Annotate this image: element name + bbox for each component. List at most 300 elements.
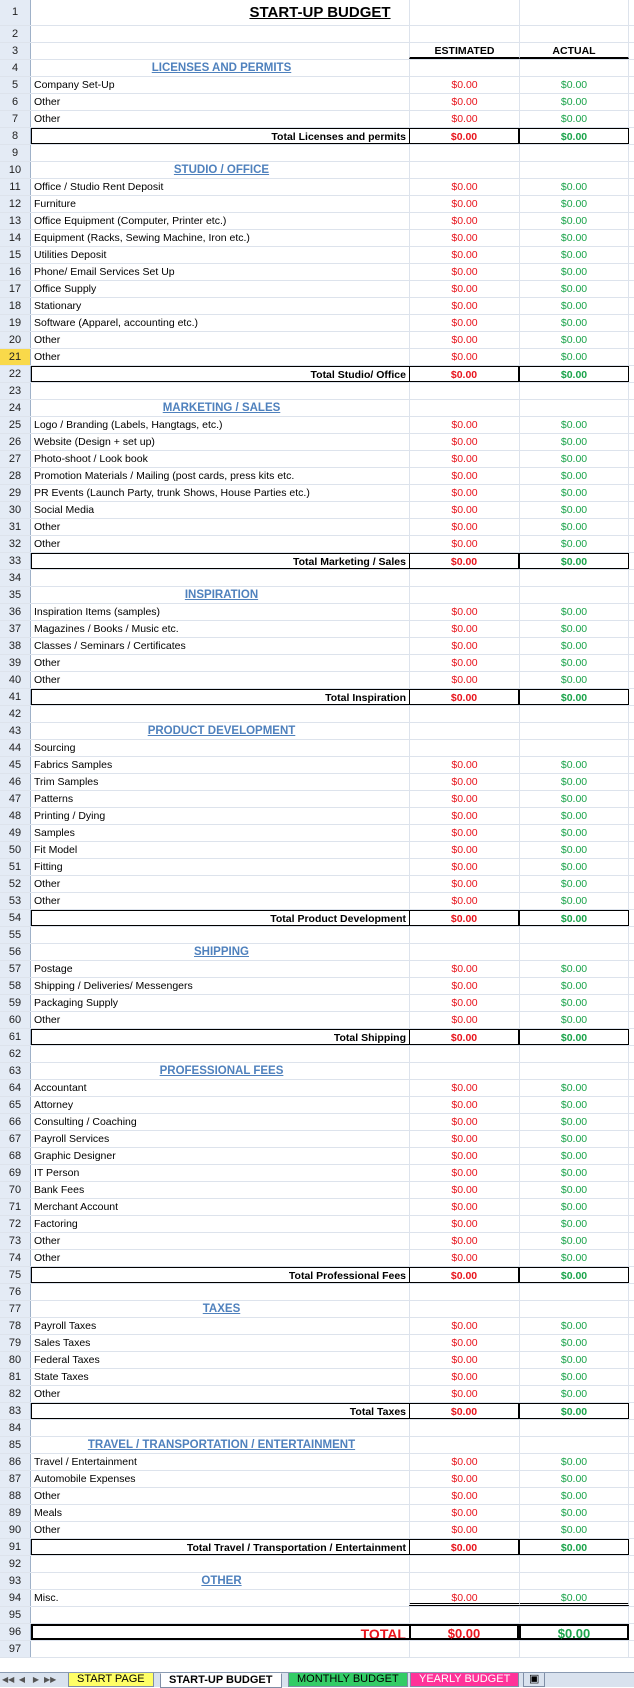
cell-label[interactable]: Payroll Taxes xyxy=(34,1320,97,1332)
section-title[interactable]: PRODUCT DEVELOPMENT xyxy=(147,725,296,737)
cell-label[interactable]: Magazines / Books / Music etc. xyxy=(34,623,179,635)
cell-label[interactable]: Patterns xyxy=(34,793,74,805)
estimated-cell[interactable] xyxy=(409,26,519,42)
row-header[interactable]: 42 xyxy=(0,706,31,722)
cell-label[interactable] xyxy=(31,1284,409,1300)
estimated-cell[interactable]: $0.00 xyxy=(409,77,519,93)
row-header[interactable]: 90 xyxy=(0,1522,31,1538)
row-header[interactable]: 73 xyxy=(0,1233,31,1249)
row-header[interactable]: 55 xyxy=(0,927,31,943)
cell-label[interactable]: Automobile Expenses xyxy=(34,1473,136,1485)
estimated-cell[interactable] xyxy=(409,1046,519,1062)
first-sheet-icon[interactable]: ◀◀ xyxy=(2,1675,15,1684)
estimated-cell[interactable]: $0.00 xyxy=(409,1352,519,1368)
cell-label[interactable]: Other xyxy=(34,1235,61,1247)
tab-start-page[interactable]: START PAGE xyxy=(68,1673,154,1687)
cell-label[interactable]: State Taxes xyxy=(34,1371,89,1383)
estimated-cell[interactable]: $0.00 xyxy=(409,910,519,926)
estimated-cell[interactable]: $0.00 xyxy=(409,1505,519,1521)
actual-cell[interactable]: $0.00 xyxy=(519,1233,629,1249)
estimated-cell[interactable]: $0.00 xyxy=(409,230,519,246)
actual-cell[interactable]: $0.00 xyxy=(519,1114,629,1130)
actual-cell[interactable]: $0.00 xyxy=(519,213,629,229)
row-header[interactable]: 85 xyxy=(0,1437,31,1453)
actual-cell[interactable]: $0.00 xyxy=(519,315,629,331)
actual-cell[interactable]: $0.00 xyxy=(519,672,629,688)
estimated-cell[interactable]: $0.00 xyxy=(409,1335,519,1351)
row-header[interactable]: 22 xyxy=(0,366,31,382)
next-sheet-icon[interactable]: ▶ xyxy=(32,1675,40,1684)
actual-cell[interactable]: $0.00 xyxy=(519,349,629,365)
row-header[interactable]: 8 xyxy=(0,128,31,144)
row-header[interactable]: 78 xyxy=(0,1318,31,1334)
estimated-cell[interactable]: $0.00 xyxy=(409,1012,519,1028)
cell-label[interactable]: Other xyxy=(34,878,61,890)
actual-cell[interactable]: $0.00 xyxy=(519,808,629,824)
estimated-cell[interactable]: $0.00 xyxy=(409,961,519,977)
row-header[interactable]: 3 xyxy=(0,43,31,59)
section-title[interactable]: TAXES xyxy=(202,1303,241,1315)
actual-cell[interactable]: $0.00 xyxy=(519,876,629,892)
estimated-cell[interactable]: $0.00 xyxy=(409,1233,519,1249)
estimated-cell[interactable]: $0.00 xyxy=(409,1216,519,1232)
row-header[interactable]: 10 xyxy=(0,162,31,178)
cell-label[interactable]: Furniture xyxy=(34,198,77,210)
actual-cell[interactable]: $0.00 xyxy=(519,94,629,110)
row-header[interactable]: 35 xyxy=(0,587,31,603)
cell-label[interactable] xyxy=(31,927,409,943)
row-header[interactable]: 69 xyxy=(0,1165,31,1181)
row-header[interactable]: 71 xyxy=(0,1199,31,1215)
estimated-cell[interactable]: $0.00 xyxy=(409,553,519,569)
cell-label[interactable] xyxy=(31,26,409,42)
estimated-cell[interactable]: $0.00 xyxy=(409,1522,519,1538)
actual-cell[interactable]: $0.00 xyxy=(519,1131,629,1147)
section-title[interactable]: TRAVEL / TRANSPORTATION / ENTERTAINMENT xyxy=(87,1439,356,1451)
section-title[interactable]: STUDIO / OFFICE xyxy=(173,164,270,176)
row-header[interactable]: 5 xyxy=(0,77,31,93)
actual-cell[interactable] xyxy=(519,1063,629,1079)
estimated-cell[interactable] xyxy=(409,927,519,943)
row-header[interactable]: 65 xyxy=(0,1097,31,1113)
actual-cell[interactable] xyxy=(519,400,629,416)
row-header[interactable]: 58 xyxy=(0,978,31,994)
cell-label[interactable]: Equipment (Racks, Sewing Machine, Iron etc.) xyxy=(34,232,250,244)
actual-cell[interactable]: $0.00 xyxy=(519,1148,629,1164)
estimated-cell[interactable]: $0.00 xyxy=(409,94,519,110)
cell-label[interactable]: Total Professional Fees xyxy=(31,1267,409,1283)
actual-cell[interactable]: $0.00 xyxy=(519,1250,629,1266)
row-header[interactable]: 46 xyxy=(0,774,31,790)
actual-cell[interactable] xyxy=(519,740,629,756)
estimated-cell[interactable] xyxy=(409,944,519,960)
estimated-cell[interactable]: $0.00 xyxy=(409,604,519,620)
cell-label[interactable]: Consulting / Coaching xyxy=(34,1116,137,1128)
row-header[interactable]: 33 xyxy=(0,553,31,569)
cell-label[interactable]: Other xyxy=(34,1252,61,1264)
actual-cell[interactable]: $0.00 xyxy=(519,553,629,569)
estimated-cell[interactable]: $0.00 xyxy=(409,332,519,348)
cell-label[interactable]: Payroll Services xyxy=(34,1133,110,1145)
cell-label[interactable]: Total Taxes xyxy=(31,1403,409,1419)
actual-cell[interactable] xyxy=(519,1437,629,1453)
estimated-cell[interactable] xyxy=(409,1420,519,1436)
row-header[interactable]: 9 xyxy=(0,145,31,161)
cell-label[interactable] xyxy=(31,145,409,161)
row-header[interactable]: 34 xyxy=(0,570,31,586)
actual-cell[interactable] xyxy=(519,1301,629,1317)
estimated-cell[interactable]: $0.00 xyxy=(409,417,519,433)
estimated-cell[interactable]: $0.00 xyxy=(409,995,519,1011)
cell-label[interactable]: Other xyxy=(34,1014,61,1026)
cell-label[interactable]: Factoring xyxy=(34,1218,78,1230)
estimated-cell[interactable]: $0.00 xyxy=(409,1114,519,1130)
row-header[interactable]: 83 xyxy=(0,1403,31,1419)
estimated-cell[interactable]: $0.00 xyxy=(409,366,519,382)
estimated-cell[interactable]: $0.00 xyxy=(409,1199,519,1215)
row-header[interactable]: 19 xyxy=(0,315,31,331)
actual-cell[interactable] xyxy=(519,145,629,161)
cell-label[interactable] xyxy=(31,1420,409,1436)
row-header[interactable]: 27 xyxy=(0,451,31,467)
cell-label[interactable]: Total Inspiration xyxy=(31,689,409,705)
estimated-cell[interactable]: $0.00 xyxy=(409,536,519,552)
estimated-cell[interactable]: $0.00 xyxy=(409,1386,519,1402)
estimated-cell[interactable] xyxy=(409,1301,519,1317)
row-header[interactable]: 64 xyxy=(0,1080,31,1096)
estimated-column-header[interactable]: ESTIMATED xyxy=(409,43,519,59)
actual-cell[interactable] xyxy=(519,587,629,603)
row-header[interactable]: 91 xyxy=(0,1539,31,1555)
actual-cell[interactable] xyxy=(519,927,629,943)
cell-label[interactable]: Attorney xyxy=(34,1099,74,1111)
estimated-cell[interactable]: $0.00 xyxy=(409,502,519,518)
estimated-cell[interactable]: $0.00 xyxy=(409,111,519,127)
actual-cell[interactable]: $0.00 xyxy=(519,655,629,671)
cell-label[interactable]: Other xyxy=(34,1490,61,1502)
cell-label[interactable]: Other xyxy=(34,674,61,686)
estimated-cell[interactable]: $0.00 xyxy=(409,1471,519,1487)
cell-label[interactable]: Social Media xyxy=(34,504,95,516)
cell-label[interactable]: Shipping / Deliveries/ Messengers xyxy=(34,980,193,992)
actual-cell[interactable]: $0.00 xyxy=(519,1505,629,1521)
estimated-cell[interactable]: $0.00 xyxy=(409,315,519,331)
row-header[interactable]: 4 xyxy=(0,60,31,76)
row-header[interactable]: 57 xyxy=(0,961,31,977)
estimated-cell[interactable]: $0.00 xyxy=(409,774,519,790)
estimated-cell[interactable]: $0.00 xyxy=(409,1029,519,1045)
row-header[interactable]: 14 xyxy=(0,230,31,246)
actual-cell[interactable] xyxy=(519,723,629,739)
actual-cell[interactable]: $0.00 xyxy=(519,978,629,994)
cell-label[interactable]: Inspiration Items (samples) xyxy=(34,606,161,618)
actual-cell[interactable]: $0.00 xyxy=(519,825,629,841)
row-header[interactable]: 37 xyxy=(0,621,31,637)
actual-cell[interactable]: $0.00 xyxy=(519,128,629,144)
row-header[interactable]: 97 xyxy=(0,1641,31,1657)
estimated-cell[interactable]: $0.00 xyxy=(409,485,519,501)
estimated-cell[interactable] xyxy=(409,723,519,739)
row-header[interactable]: 1 xyxy=(0,0,31,25)
estimated-cell[interactable]: $0.00 xyxy=(409,468,519,484)
row-header[interactable]: 74 xyxy=(0,1250,31,1266)
row-header[interactable]: 95 xyxy=(0,1607,31,1623)
actual-cell[interactable]: $0.00 xyxy=(519,1522,629,1538)
cell-label[interactable]: Other xyxy=(34,895,61,907)
row-header[interactable]: 50 xyxy=(0,842,31,858)
row-header[interactable]: 49 xyxy=(0,825,31,841)
actual-cell[interactable] xyxy=(519,1573,629,1589)
estimated-cell[interactable] xyxy=(409,587,519,603)
row-header[interactable]: 79 xyxy=(0,1335,31,1351)
actual-cell[interactable]: $0.00 xyxy=(519,111,629,127)
estimated-cell[interactable]: $0.00 xyxy=(409,1403,519,1419)
actual-cell[interactable]: $0.00 xyxy=(519,859,629,875)
row-header[interactable]: 16 xyxy=(0,264,31,280)
cell-label[interactable]: Sourcing xyxy=(34,742,76,754)
actual-cell[interactable]: $0.00 xyxy=(519,1590,629,1606)
estimated-cell[interactable]: $0.00 xyxy=(409,825,519,841)
row-header[interactable]: 31 xyxy=(0,519,31,535)
estimated-cell[interactable]: $0.00 xyxy=(409,1318,519,1334)
estimated-cell[interactable] xyxy=(409,400,519,416)
cell-label[interactable] xyxy=(31,1556,409,1572)
row-header[interactable]: 44 xyxy=(0,740,31,756)
estimated-cell[interactable] xyxy=(409,1437,519,1453)
actual-cell[interactable]: $0.00 xyxy=(519,1369,629,1385)
actual-cell[interactable]: $0.00 xyxy=(519,1539,629,1555)
actual-cell[interactable]: $0.00 xyxy=(519,893,629,909)
cell-label[interactable]: Website (Design + set up) xyxy=(34,436,155,448)
actual-cell[interactable]: $0.00 xyxy=(519,638,629,654)
cell-label[interactable] xyxy=(31,1046,409,1062)
cell-label[interactable]: IT Person xyxy=(34,1167,80,1179)
row-header[interactable]: 6 xyxy=(0,94,31,110)
estimated-cell[interactable]: $0.00 xyxy=(409,689,519,705)
section-title[interactable]: SHIPPING xyxy=(194,946,249,958)
estimated-cell[interactable]: $0.00 xyxy=(409,621,519,637)
actual-cell[interactable]: $0.00 xyxy=(519,1454,629,1470)
actual-cell[interactable]: $0.00 xyxy=(519,910,629,926)
actual-cell[interactable]: $0.00 xyxy=(519,196,629,212)
actual-cell[interactable]: $0.00 xyxy=(519,1029,629,1045)
actual-cell[interactable]: $0.00 xyxy=(519,689,629,705)
estimated-cell[interactable]: $0.00 xyxy=(409,1267,519,1283)
cell-label[interactable]: Fit Model xyxy=(34,844,78,856)
estimated-cell[interactable]: $0.00 xyxy=(409,1250,519,1266)
actual-cell[interactable]: $0.00 xyxy=(519,485,629,501)
actual-cell[interactable] xyxy=(519,1420,629,1436)
estimated-cell[interactable]: $0.00 xyxy=(409,281,519,297)
row-header[interactable]: 43 xyxy=(0,723,31,739)
cell-label[interactable]: Logo / Branding (Labels, Hangtags, etc.) xyxy=(34,419,223,431)
row-header[interactable]: 17 xyxy=(0,281,31,297)
cell-label[interactable]: Total Marketing / Sales xyxy=(31,553,409,569)
actual-cell[interactable]: $0.00 xyxy=(519,1488,629,1504)
estimated-cell[interactable] xyxy=(409,0,519,25)
row-header[interactable]: 26 xyxy=(0,434,31,450)
actual-cell[interactable]: $0.00 xyxy=(519,519,629,535)
actual-cell[interactable]: $0.00 xyxy=(519,995,629,1011)
cell-label[interactable]: Other xyxy=(34,538,61,550)
row-header[interactable]: 53 xyxy=(0,893,31,909)
actual-cell[interactable]: $0.00 xyxy=(519,1386,629,1402)
cell-label[interactable]: Total Product Development xyxy=(31,910,409,926)
actual-cell[interactable]: $0.00 xyxy=(519,1318,629,1334)
cell-label[interactable]: TOTAL xyxy=(31,1624,409,1640)
estimated-cell[interactable]: $0.00 xyxy=(409,842,519,858)
tab-monthly-budget[interactable]: MONTHLY BUDGET xyxy=(288,1673,408,1687)
actual-cell[interactable] xyxy=(519,0,629,25)
row-header[interactable]: 59 xyxy=(0,995,31,1011)
row-header[interactable]: 89 xyxy=(0,1505,31,1521)
estimated-cell[interactable]: $0.00 xyxy=(409,1131,519,1147)
actual-cell[interactable]: $0.00 xyxy=(519,604,629,620)
row-header[interactable]: 75 xyxy=(0,1267,31,1283)
estimated-cell[interactable]: $0.00 xyxy=(409,1369,519,1385)
row-header[interactable]: 63 xyxy=(0,1063,31,1079)
row-header[interactable]: 7 xyxy=(0,111,31,127)
estimated-cell[interactable]: $0.00 xyxy=(409,298,519,314)
row-header[interactable]: 18 xyxy=(0,298,31,314)
cell-label[interactable]: Total Studio/ Office xyxy=(31,366,409,382)
row-header[interactable]: 11 xyxy=(0,179,31,195)
row-header[interactable]: 13 xyxy=(0,213,31,229)
cell-label[interactable]: Samples xyxy=(34,827,75,839)
cell-label[interactable]: Office / Studio Rent Deposit xyxy=(34,181,164,193)
row-header[interactable]: 36 xyxy=(0,604,31,620)
actual-cell[interactable]: $0.00 xyxy=(519,332,629,348)
actual-cell[interactable]: $0.00 xyxy=(519,1216,629,1232)
cell-label[interactable]: Trim Samples xyxy=(34,776,99,788)
estimated-cell[interactable]: $0.00 xyxy=(409,791,519,807)
row-header[interactable]: 47 xyxy=(0,791,31,807)
row-header[interactable]: 80 xyxy=(0,1352,31,1368)
cell-label[interactable]: Other xyxy=(34,657,61,669)
estimated-cell[interactable]: $0.00 xyxy=(409,434,519,450)
actual-cell[interactable] xyxy=(519,1607,629,1623)
estimated-cell[interactable]: $0.00 xyxy=(409,213,519,229)
cell-label[interactable]: Phone/ Email Services Set Up xyxy=(34,266,175,278)
cell-label[interactable]: Fabrics Samples xyxy=(34,759,113,771)
cell-label[interactable]: Other xyxy=(34,351,61,363)
section-title[interactable]: MARKETING / SALES xyxy=(162,402,281,414)
row-header[interactable]: 70 xyxy=(0,1182,31,1198)
estimated-cell[interactable] xyxy=(409,1556,519,1572)
actual-cell[interactable] xyxy=(519,1284,629,1300)
cell-label[interactable]: Office Supply xyxy=(34,283,97,295)
actual-cell[interactable] xyxy=(519,383,629,399)
estimated-cell[interactable]: $0.00 xyxy=(409,1624,519,1640)
cell-label[interactable]: Printing / Dying xyxy=(34,810,106,822)
estimated-cell[interactable]: $0.00 xyxy=(409,519,519,535)
actual-cell[interactable]: $0.00 xyxy=(519,366,629,382)
estimated-cell[interactable]: $0.00 xyxy=(409,672,519,688)
actual-cell[interactable] xyxy=(519,162,629,178)
estimated-cell[interactable]: $0.00 xyxy=(409,247,519,263)
estimated-cell[interactable]: $0.00 xyxy=(409,1454,519,1470)
estimated-cell[interactable] xyxy=(409,1607,519,1623)
estimated-cell[interactable] xyxy=(409,740,519,756)
actual-cell[interactable] xyxy=(519,60,629,76)
prev-sheet-icon[interactable]: ◀ xyxy=(18,1675,26,1684)
insert-sheet-icon[interactable]: ▣ xyxy=(523,1673,545,1687)
cell-label[interactable]: Other xyxy=(34,1524,61,1536)
actual-cell[interactable]: $0.00 xyxy=(519,1080,629,1096)
row-header[interactable]: 40 xyxy=(0,672,31,688)
row-header[interactable]: 81 xyxy=(0,1369,31,1385)
actual-cell[interactable]: $0.00 xyxy=(519,298,629,314)
actual-cell[interactable]: $0.00 xyxy=(519,1624,629,1640)
cell-label[interactable]: PR Events (Launch Party, trunk Shows, House Parties etc.) xyxy=(34,487,310,499)
row-header[interactable]: 29 xyxy=(0,485,31,501)
row-header[interactable]: 15 xyxy=(0,247,31,263)
row-header[interactable]: 28 xyxy=(0,468,31,484)
cell-label[interactable]: Federal Taxes xyxy=(34,1354,100,1366)
actual-cell[interactable]: $0.00 xyxy=(519,961,629,977)
estimated-cell[interactable]: $0.00 xyxy=(409,876,519,892)
row-header[interactable]: 94 xyxy=(0,1590,31,1606)
estimated-cell[interactable] xyxy=(409,1063,519,1079)
estimated-cell[interactable]: $0.00 xyxy=(409,757,519,773)
estimated-cell[interactable]: $0.00 xyxy=(409,196,519,212)
actual-cell[interactable]: $0.00 xyxy=(519,281,629,297)
estimated-cell[interactable] xyxy=(409,60,519,76)
estimated-cell[interactable] xyxy=(409,383,519,399)
cell-label[interactable] xyxy=(31,570,409,586)
estimated-cell[interactable]: $0.00 xyxy=(409,349,519,365)
cell-label[interactable]: Misc. xyxy=(34,1592,59,1604)
estimated-cell[interactable]: $0.00 xyxy=(409,978,519,994)
row-header[interactable]: 12 xyxy=(0,196,31,212)
tab-yearly-budget[interactable]: YEARLY BUDGET xyxy=(410,1673,519,1687)
section-title[interactable]: OTHER xyxy=(201,1575,242,1587)
cell-label[interactable]: Travel / Entertainment xyxy=(34,1456,137,1468)
cell-label[interactable]: Packaging Supply xyxy=(34,997,119,1009)
actual-cell[interactable] xyxy=(519,26,629,42)
actual-cell[interactable]: $0.00 xyxy=(519,1199,629,1215)
row-header[interactable]: 39 xyxy=(0,655,31,671)
row-header[interactable]: 92 xyxy=(0,1556,31,1572)
actual-cell[interactable]: $0.00 xyxy=(519,1352,629,1368)
row-header[interactable]: 30 xyxy=(0,502,31,518)
row-header[interactable]: 76 xyxy=(0,1284,31,1300)
estimated-cell[interactable]: $0.00 xyxy=(409,655,519,671)
actual-cell[interactable] xyxy=(519,1046,629,1062)
cell-label[interactable]: Stationary xyxy=(34,300,82,312)
estimated-cell[interactable]: $0.00 xyxy=(409,1165,519,1181)
row-header[interactable]: 21 xyxy=(0,349,31,365)
cell-label[interactable] xyxy=(31,383,409,399)
cell-label[interactable]: Total Travel / Transportation / Entertainment xyxy=(31,1539,409,1555)
row-header[interactable]: 86 xyxy=(0,1454,31,1470)
estimated-cell[interactable] xyxy=(409,162,519,178)
row-header[interactable]: 87 xyxy=(0,1471,31,1487)
actual-cell[interactable]: $0.00 xyxy=(519,264,629,280)
actual-cell[interactable] xyxy=(519,706,629,722)
row-header[interactable]: 20 xyxy=(0,332,31,348)
estimated-cell[interactable]: $0.00 xyxy=(409,179,519,195)
row-header[interactable]: 2 xyxy=(0,26,31,42)
actual-cell[interactable]: $0.00 xyxy=(519,1267,629,1283)
cell-label[interactable]: Total Licenses and permits xyxy=(31,128,409,144)
estimated-cell[interactable]: $0.00 xyxy=(409,859,519,875)
actual-column-header[interactable]: ACTUAL xyxy=(519,43,629,59)
section-title[interactable]: LICENSES AND PERMITS xyxy=(151,62,292,74)
actual-cell[interactable]: $0.00 xyxy=(519,451,629,467)
cell-label[interactable]: Office Equipment (Computer, Printer etc.) xyxy=(34,215,227,227)
section-title[interactable]: PROFESSIONAL FEES xyxy=(159,1065,284,1077)
